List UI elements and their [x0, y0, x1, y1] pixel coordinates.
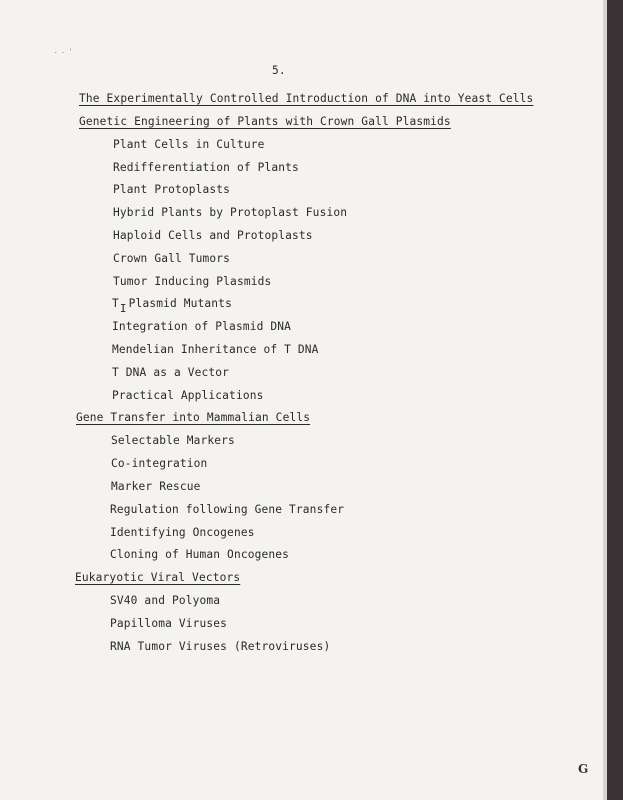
list-item: Co-integration: [111, 457, 208, 470]
list-item: Plant Protoplasts: [113, 183, 231, 196]
ti-prefix: T: [112, 297, 119, 310]
list-item: SV40 and Polyoma: [110, 594, 221, 607]
section-heading-viral-vectors: Eukaryotic Viral Vectors: [75, 571, 241, 584]
list-item: Integration of Plasmid DNA: [112, 320, 292, 333]
section-heading-crown-gall: Genetic Engineering of Plants with Crown Gall Plasmids: [79, 115, 451, 128]
list-item: Plant Cells in Culture: [113, 138, 265, 151]
list-item: Crown Gall Tumors: [113, 252, 231, 265]
list-item: T DNA as a Vector: [112, 366, 230, 379]
list-item: Cloning of Human Oncogenes: [110, 548, 290, 561]
list-item: Selectable Markers: [111, 434, 235, 447]
list-item: Regulation following Gene Transfer: [110, 503, 345, 516]
archive-mark: G: [578, 762, 589, 776]
list-item: Identifying Oncogenes: [110, 526, 255, 539]
list-item: Redifferentiation of Plants: [113, 161, 299, 174]
page-edge: [603, 0, 607, 800]
list-item: Marker Rescue: [111, 480, 201, 493]
list-item: Practical Applications: [112, 389, 264, 402]
list-item: Tumor Inducing Plasmids: [113, 275, 272, 288]
list-item: Papilloma Viruses: [110, 617, 228, 630]
list-item: Hybrid Plants by Protoplast Fusion: [113, 206, 348, 219]
section-heading-yeast: The Experimentally Controlled Introduction of DNA into Yeast Cells: [79, 92, 534, 105]
section-heading-mammalian: Gene Transfer into Mammalian Cells: [76, 411, 311, 424]
list-item: [112, 297, 232, 315]
list-item: Mendelian Inheritance of T DNA: [112, 343, 319, 356]
list-item: RNA Tumor Viruses (Retroviruses): [110, 640, 331, 653]
ti-subscript: I: [119, 302, 127, 315]
page-number: 5.: [272, 64, 286, 77]
ti-item-label: Plasmid Mutants: [128, 297, 232, 310]
list-item: Haploid Cells and Protoplasts: [113, 229, 313, 242]
paper-specks: . . ': [54, 48, 73, 55]
